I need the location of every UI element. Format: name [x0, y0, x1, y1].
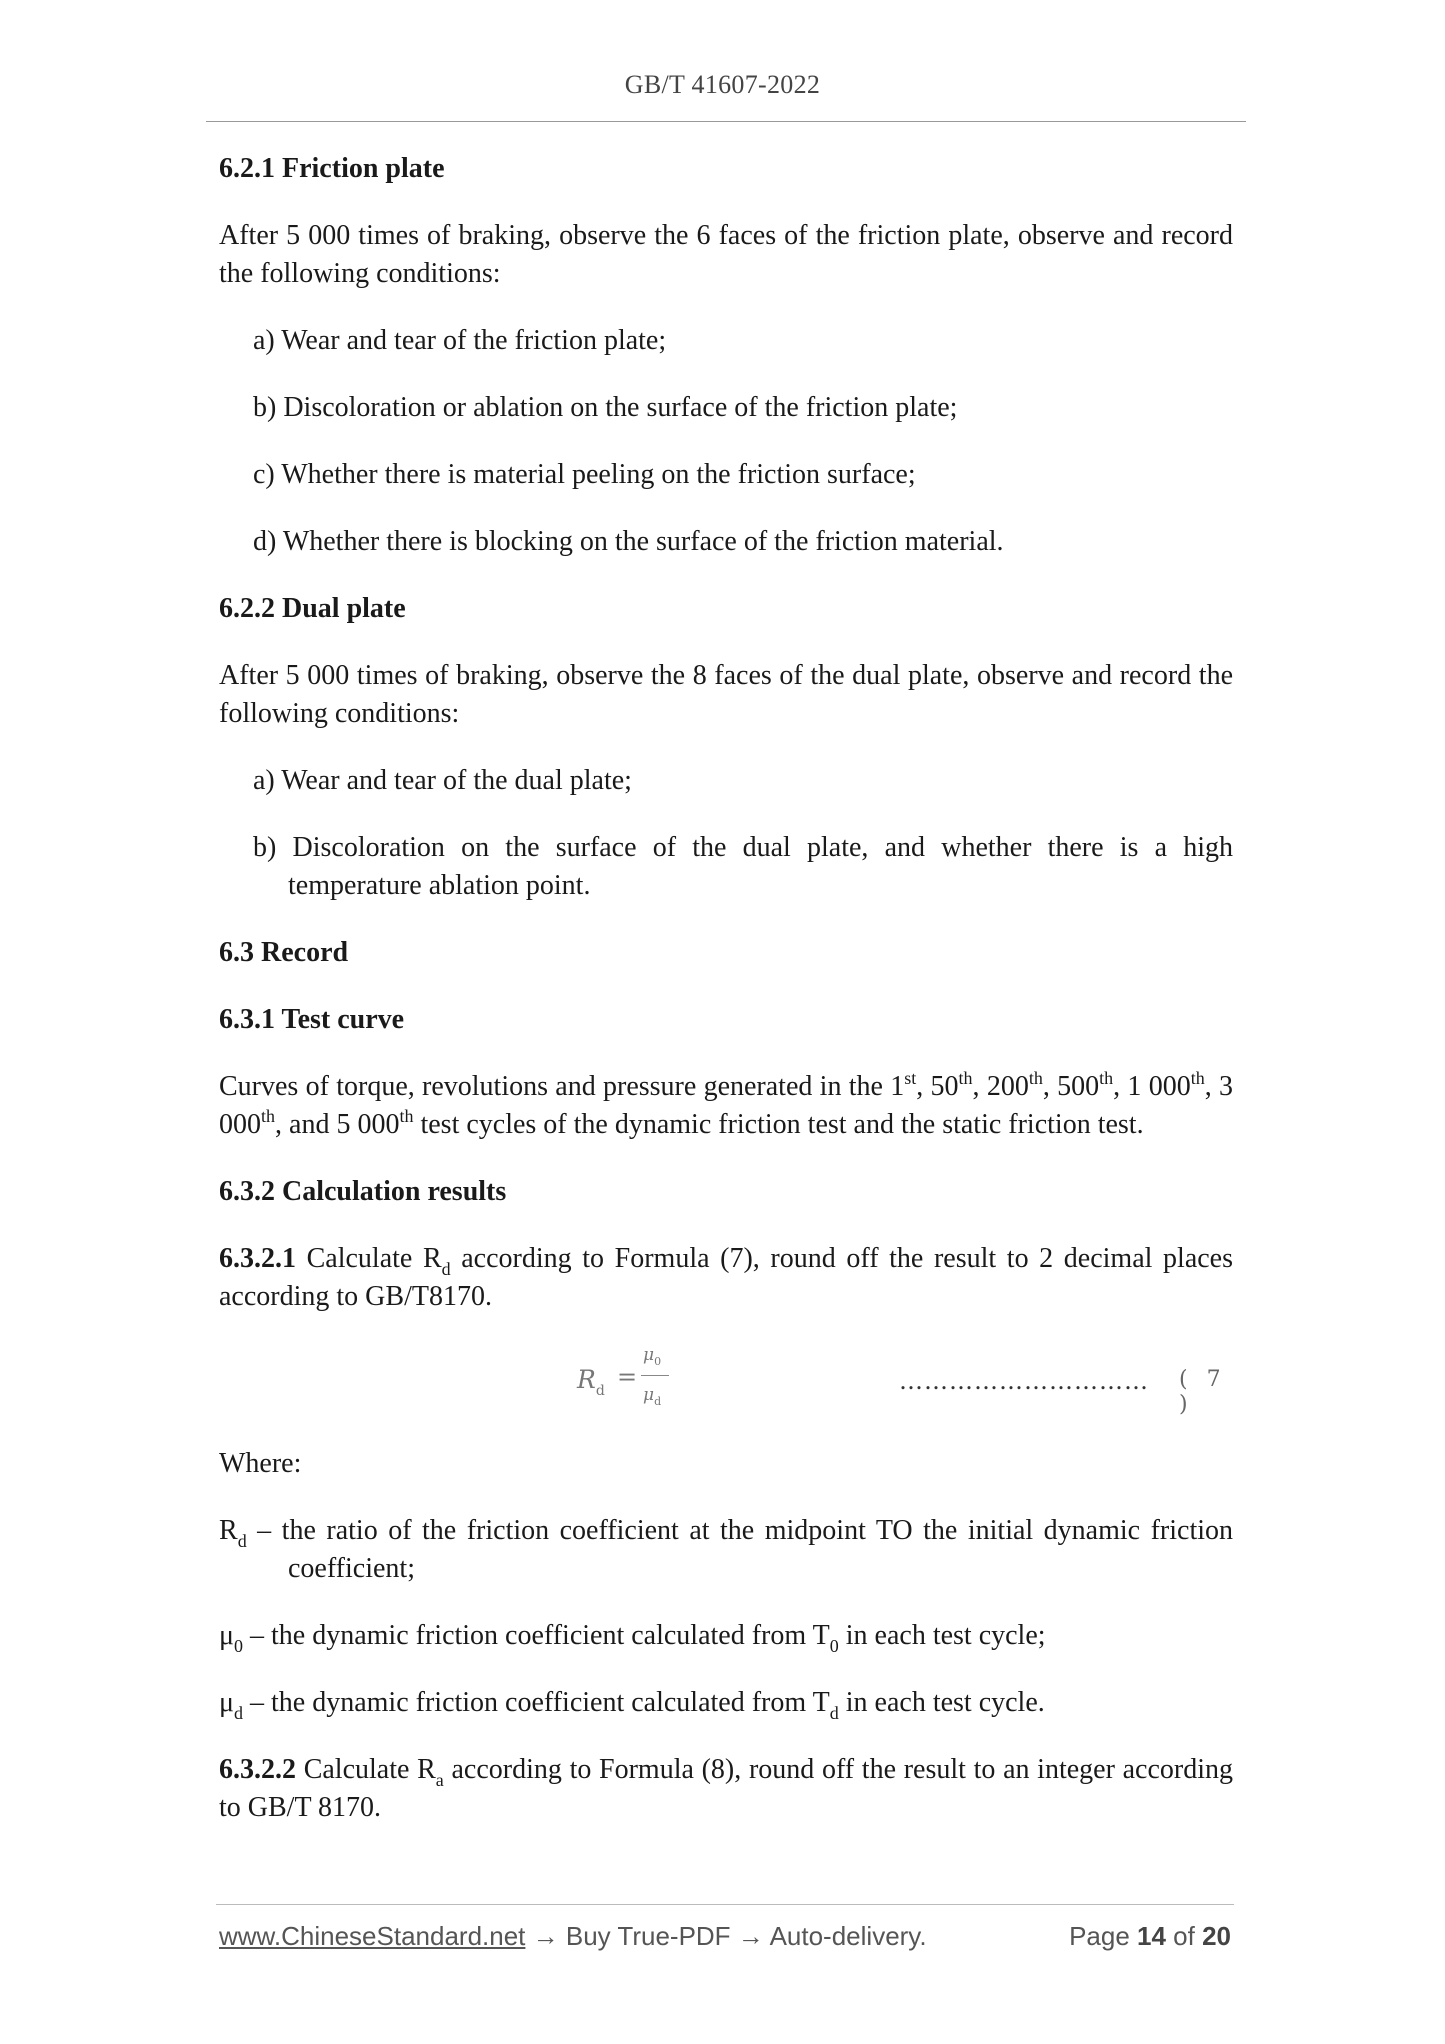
definition-text: in each test cycle;: [838, 1620, 1046, 1651]
formula-subscript: 0: [654, 1355, 662, 1369]
list-item: a) Wear and tear of the friction plate;: [253, 325, 667, 356]
formula-symbol: μ: [643, 1345, 655, 1365]
website-link[interactable]: www.ChineseStandard.net: [219, 1921, 526, 1951]
definition-text: in each test cycle.: [838, 1687, 1045, 1718]
list-item: d) Whether there is blocking on the surface of the friction material.: [253, 526, 1004, 557]
document-body: [219, 150, 1233, 1856]
text-run: , 500: [1042, 1071, 1100, 1102]
paragraph-test-curve: [219, 1068, 1233, 1144]
formula-subscript: d: [654, 1395, 662, 1409]
clause-number: 6.3.2.2: [219, 1754, 296, 1785]
definition-text: – the dynamic friction coefficient calculated from T: [243, 1687, 830, 1718]
text-run: Curves of torque, revolutions and pressure generated in the 1: [219, 1071, 905, 1102]
formula-symbol: μ: [643, 1385, 655, 1405]
paragraph-6-3-2-1: [219, 1240, 1233, 1316]
text-run: Calculate R: [296, 1243, 442, 1274]
formula-subscript: d: [595, 1383, 605, 1399]
paragraph-6-3-2-2: [219, 1751, 1233, 1827]
heading-6-3-1: 6.3.1 Test curve: [219, 1004, 405, 1035]
where-label: Where:: [219, 1448, 302, 1479]
definition-mud: [219, 1684, 1233, 1722]
formula-denominator: [643, 1385, 662, 1409]
text-run: test cycles of the dynamic friction test and the static friction test.: [413, 1109, 1144, 1140]
paragraph-6-2-1-intro: After 5 000 times of braking, observe the 6 faces of the friction plate, observe and record the following conditions:: [219, 220, 1233, 289]
text-run: , 200: [972, 1071, 1029, 1102]
list-item: b) Discoloration on the surface of the dual plate, and whether there is a high temperature ablation point.: [253, 832, 1233, 901]
ordinal-suffix: th: [1190, 1067, 1205, 1088]
subscript: d: [234, 1702, 244, 1723]
formula-numerator: [643, 1345, 662, 1369]
ordinal-suffix: th: [1028, 1067, 1043, 1088]
formula-symbol: R: [577, 1365, 596, 1394]
fraction-bar: [641, 1375, 669, 1376]
text-run: according to Formula (8), round off the result to an integer according to GB/T 8170.: [219, 1754, 1233, 1823]
list-item: a) Wear and tear of the dual plate;: [253, 765, 632, 796]
text-run: Calculate R: [296, 1754, 436, 1785]
paragraph-6-2-2-intro: After 5 000 times of braking, observe the 8 faces of the dual plate, observe and record the following conditions:: [219, 660, 1233, 729]
subscript: a: [435, 1769, 444, 1790]
formula-lhs: [577, 1365, 605, 1399]
ordinal-suffix: th: [399, 1105, 414, 1126]
definition-mu0: [219, 1617, 1233, 1655]
heading-6-3: 6.3 Record: [219, 937, 349, 968]
ordinal-suffix: th: [261, 1105, 276, 1126]
formula-number: ( 7 ): [1179, 1367, 1227, 1417]
heading-6-2-2: 6.2.2 Dual plate: [219, 593, 406, 624]
page-header: GB/T 41607-2022: [624, 70, 821, 99]
formula-7-row: [219, 1345, 1233, 1415]
page-label: Page: [1069, 1921, 1138, 1951]
footer-divider: [216, 1904, 1234, 1905]
subscript: 0: [829, 1635, 839, 1656]
ordinal-suffix: st: [904, 1067, 917, 1088]
formula-equals: =: [617, 1363, 638, 1391]
subscript: 0: [234, 1635, 244, 1656]
header-divider: [206, 121, 1246, 122]
text-run: according to Formula (7), round off the result to 2 decimal places according to GB/T8170.: [219, 1243, 1233, 1312]
formula-leader-dots: …………………………: [899, 1367, 1149, 1395]
page-of: of: [1165, 1921, 1203, 1951]
definition-text: – the dynamic friction coefficient calculated from T: [243, 1620, 830, 1651]
formula-7: [577, 1345, 687, 1415]
footer-promo-text: → Buy True-PDF → Auto-delivery.: [525, 1921, 927, 1951]
list-item: b) Discoloration or ablation on the surface of the friction plate;: [253, 392, 958, 423]
symbol: μ: [219, 1620, 235, 1651]
page-total: 20: [1202, 1921, 1231, 1951]
page-current: 14: [1137, 1921, 1166, 1951]
text-run: , 50: [916, 1071, 959, 1102]
clause-number: 6.3.2.1: [219, 1243, 296, 1274]
text-run: , and 5 000: [275, 1109, 400, 1140]
symbol: R: [219, 1515, 238, 1546]
ordinal-suffix: th: [958, 1067, 973, 1088]
footer-promo: [219, 1921, 927, 1952]
definition-text: – the ratio of the friction coefficient at the midpoint TO the initial dynamic friction coefficient;: [246, 1515, 1233, 1584]
list-item: c) Whether there is material peeling on the friction surface;: [253, 459, 916, 490]
subscript: d: [829, 1702, 839, 1723]
ordinal-suffix: th: [1099, 1067, 1114, 1088]
text-run: , 1 000: [1113, 1071, 1191, 1102]
text-run: , 3 000: [219, 1071, 1233, 1140]
heading-6-3-2: 6.3.2 Calculation results: [219, 1176, 507, 1207]
symbol: μ: [219, 1687, 235, 1718]
page-indicator: [1069, 1921, 1231, 1952]
definition-rd: [219, 1512, 1233, 1588]
subscript: d: [441, 1258, 451, 1279]
heading-6-2-1: 6.2.1 Friction plate: [219, 153, 445, 184]
subscript: d: [237, 1530, 247, 1551]
